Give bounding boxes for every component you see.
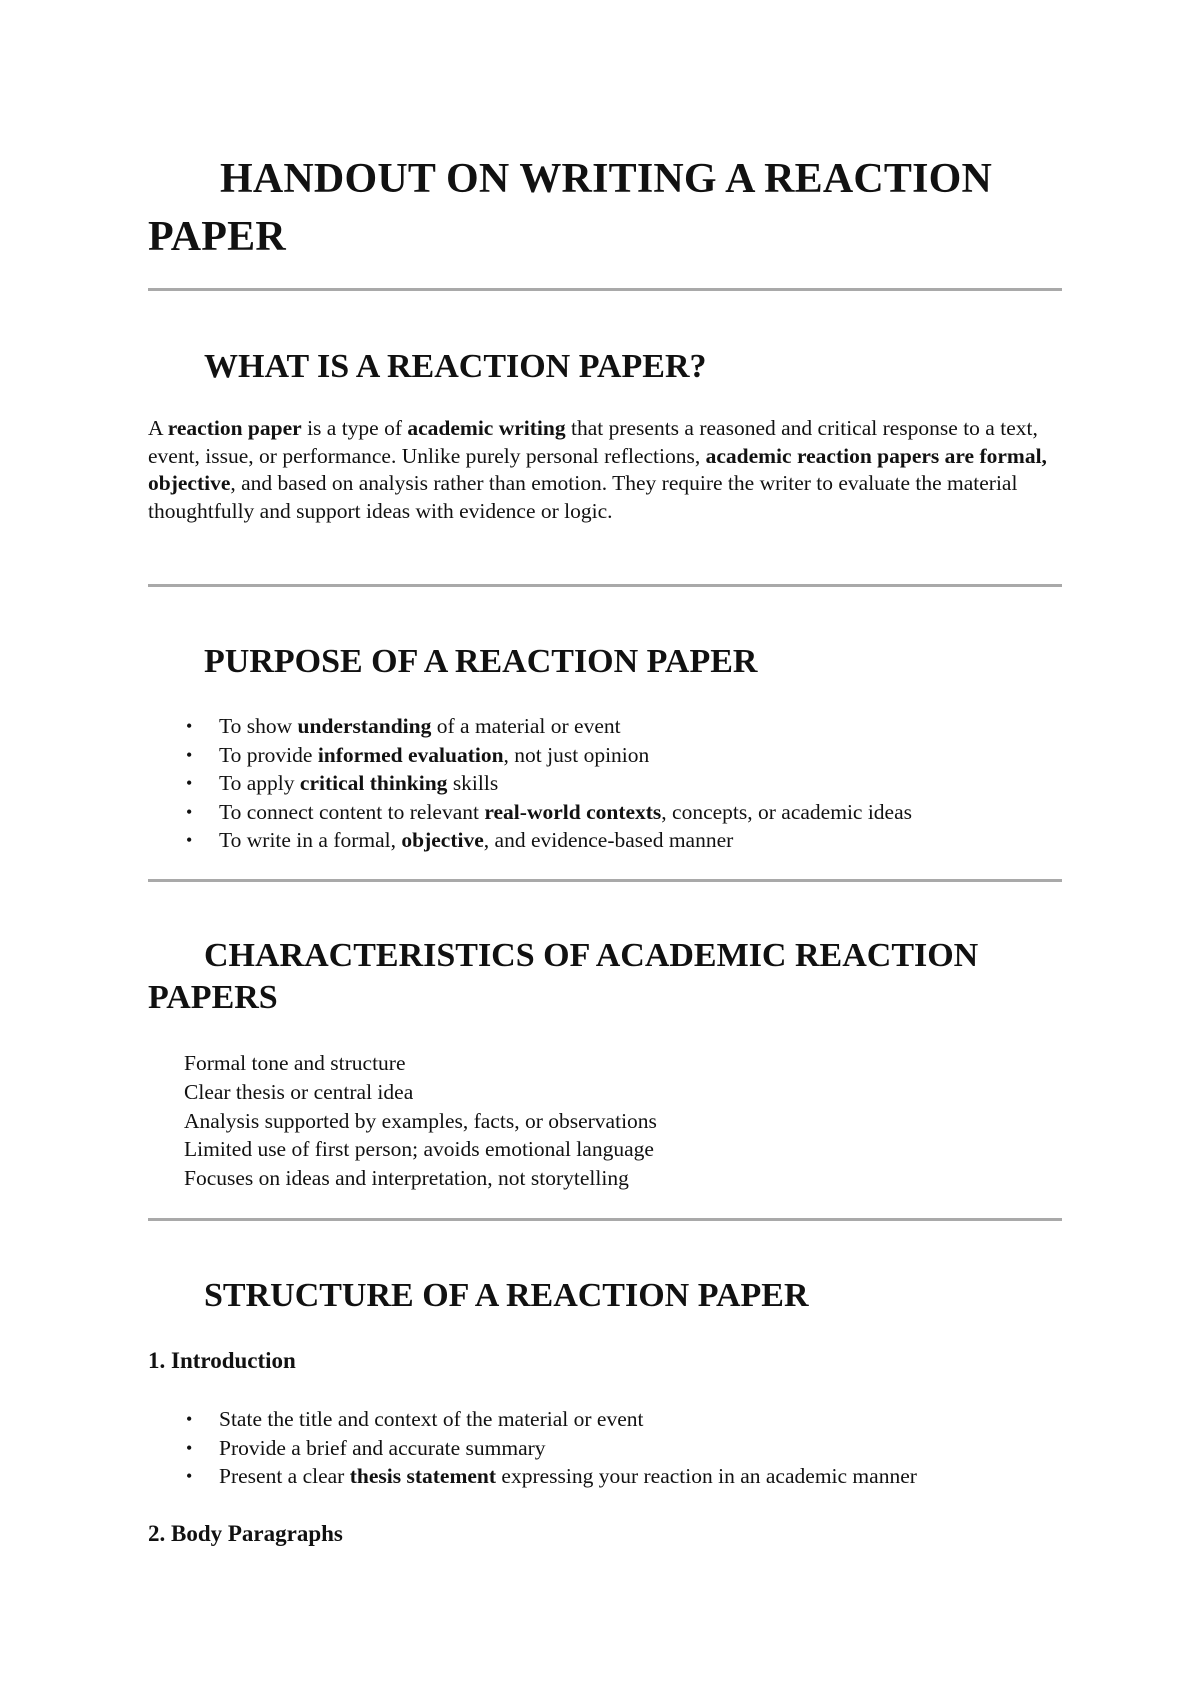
list-item: Clear thesis or central idea (184, 1079, 414, 1104)
section-heading-characteristics (148, 935, 1062, 1019)
section-heading-text: WHAT IS A REACTION PAPER? (204, 348, 707, 385)
divider (148, 584, 1062, 587)
list-item: Analysis supported by examples, facts, or observations (184, 1108, 657, 1133)
emphasis-text: informed evaluation (317, 742, 504, 767)
divider (148, 1218, 1062, 1221)
body-text: Provide a brief and accurate summary (219, 1435, 546, 1460)
section-heading-purpose (148, 641, 1062, 683)
body-text: A (148, 416, 168, 440)
emphasis-text: academic writing (407, 416, 566, 440)
body-text: , and evidence-based manner (483, 828, 734, 852)
bullet-item (148, 826, 1062, 855)
bullet-icon: • (186, 801, 193, 822)
body-text: , not just opinion (503, 742, 650, 767)
bullet-icon: • (186, 1466, 193, 1486)
body-text: of a material or event (431, 714, 621, 738)
bullet-item (148, 1405, 1062, 1434)
section-heading-text: CHARACTERISTICS OF ACADEMIC REACTION PAPERS (148, 937, 979, 1016)
emphasis-text: understanding (297, 714, 432, 738)
emphasis-text: reaction paper (167, 416, 302, 440)
section-heading-text: STRUCTURE OF A REACTION PAPER (204, 1277, 809, 1314)
bullet-icon: • (186, 716, 193, 736)
body-text: that presents a reasoned and critical response to a text, event, issue, or performance. Unlike purely personal reflections, (148, 416, 1038, 468)
body-text: To apply (219, 771, 300, 795)
divider (148, 879, 1062, 882)
list-item: Formal tone and structure (184, 1051, 406, 1075)
body-text: is a type of (301, 416, 408, 440)
bullet-item (148, 798, 1062, 827)
section-heading-structure (148, 1275, 1062, 1317)
body-text: skills (447, 771, 499, 795)
bullet-item (148, 769, 1062, 798)
emphasis-text: critical thinking (299, 771, 448, 795)
what-is-paragraph (148, 415, 1062, 525)
emphasis-text: objective (401, 828, 484, 852)
list-item: Focuses on ideas and interpretation, not storytelling (184, 1166, 629, 1191)
body-text: To provide (219, 742, 318, 767)
bullet-icon: • (186, 744, 193, 765)
purpose-list (148, 712, 1062, 855)
emphasis-text: academic reaction papers are formal, objective (148, 443, 1047, 495)
bullet-icon: • (186, 773, 193, 793)
section-heading-what-is (148, 346, 1062, 388)
body-text: , and based on analysis rather than emotion. They require the writer to evaluate the material thoughtfully and support ideas with evidence or logic. (148, 471, 1018, 523)
section-heading-text: PURPOSE OF A REACTION PAPER (204, 643, 758, 680)
body-text: To connect content to relevant (219, 799, 485, 824)
bullet-icon: • (186, 1409, 193, 1429)
body-text: State the title and context of the material or event (219, 1407, 644, 1431)
bullet-item (148, 1462, 1062, 1491)
bullet-item (148, 712, 1062, 741)
bullet-item (148, 1434, 1062, 1463)
body-text: To write in a formal, (219, 828, 402, 852)
body-text: Present a clear (219, 1464, 350, 1488)
body-text: , concepts, or academic ideas (661, 799, 913, 824)
characteristics-list (184, 1049, 1062, 1193)
emphasis-text: real-world contexts (484, 799, 662, 824)
subheading-body-paragraphs: 2. Body Paragraphs (148, 1521, 343, 1546)
body-text: To show (219, 714, 298, 738)
divider (148, 288, 1062, 291)
document-title (148, 150, 1062, 266)
bullet-icon: • (186, 1437, 193, 1458)
document-title-text: HANDOUT ON WRITING A REACTION PAPER (148, 156, 993, 260)
bullet-item (148, 741, 1062, 770)
list-item: Limited use of first person; avoids emotional language (184, 1137, 654, 1162)
emphasis-text: thesis statement (349, 1464, 497, 1488)
body-text: expressing your reaction in an academic manner (496, 1464, 917, 1488)
introduction-list (148, 1405, 1062, 1491)
bullet-icon: • (186, 830, 193, 850)
subheading-introduction: 1. Introduction (148, 1348, 296, 1373)
